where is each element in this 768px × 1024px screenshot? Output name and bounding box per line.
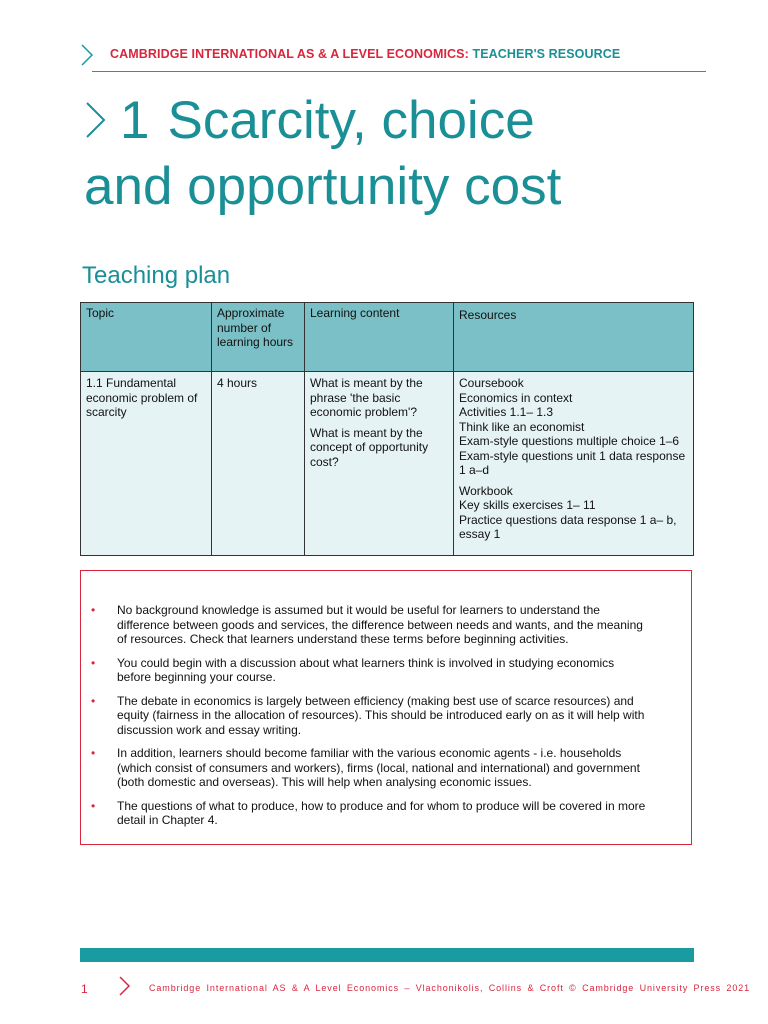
coursebook-resources — [459, 376, 688, 478]
header-resources: Resources — [454, 303, 694, 372]
footer-bar — [80, 948, 694, 962]
coursebook-item: Think like an economist — [459, 419, 585, 434]
list-item — [91, 603, 651, 647]
table-row — [81, 372, 694, 556]
footer-citation: Cambridge International AS & A Level Economics – Vlachonikolis, Collins & Croft © Cambridge University Press 2021 — [149, 983, 751, 993]
header-resource: TEACHER'S RESOURCE — [472, 47, 621, 61]
coursebook-item: Economics in context — [459, 390, 573, 405]
list-item — [91, 694, 651, 738]
chapter-title-line1: Scarcity, choice — [167, 91, 535, 150]
chapter-title — [84, 88, 561, 220]
note-text: The questions of what to produce, how to produce and for whom to produce will be covered in more detail in Chapter 4. — [117, 798, 646, 827]
workbook-item: Key skills exercises 1– 11 — [459, 498, 596, 512]
note-text: In addition, learners should become familiar with the various economic agents - i.e. households (which consist of consumers and workers), firms (local, national and international) and government (both domestic and overseas). This will help when analysing economic issues. — [117, 746, 640, 789]
running-header — [110, 47, 620, 61]
note-text: No background knowledge is assumed but it would be useful for learners to understand the difference between goods and services, the difference between needs and wants, and the meaning of resources. Check that learners understand these terms before beginning activities. — [117, 603, 643, 646]
bullet-icon: • — [91, 655, 96, 670]
bullet-icon: • — [91, 798, 96, 813]
header-learning-content: Learning content — [305, 303, 454, 372]
header-topic: Topic — [81, 303, 212, 372]
header-hours: Approximate number of learning hours — [212, 303, 305, 372]
list-item — [91, 656, 651, 685]
workbook-item: Practice questions data response 1 a– b, essay 1 — [459, 512, 677, 541]
coursebook-item: Exam-style questions multiple choice 1–6 — [459, 434, 680, 448]
bullet-icon: • — [91, 603, 96, 617]
teaching-plan-table — [80, 302, 694, 556]
chapter-number: 1 — [120, 91, 150, 150]
cell-hours: 4 hours — [212, 372, 305, 556]
coursebook-item: Activities 1.1– 1.3 — [459, 405, 554, 419]
chapter-title-line2: and opportunity cost — [84, 157, 562, 216]
note-text: The debate in economics is largely between efficiency (making best use of scarce resources) and equity (fairness in the allocation of resources). This should be introduced early on as it will help with discussion work and essay writing. — [117, 693, 645, 737]
header-rule — [92, 71, 706, 72]
table-header-row — [81, 303, 694, 372]
page-number: 1 — [81, 982, 88, 996]
footer-chevron-icon — [118, 975, 132, 997]
header-chevron-icon — [80, 43, 94, 67]
cell-topic: 1.1 Fundamental economic problem of scarcity — [81, 372, 212, 556]
list-item — [91, 799, 651, 828]
cell-resources — [454, 372, 694, 556]
content-question-1: What is meant by the phrase 'the basic economic problem'? — [310, 376, 423, 419]
list-item — [91, 746, 651, 790]
teaching-notes-box — [80, 570, 692, 845]
notes-list — [91, 603, 651, 828]
workbook-resources — [459, 484, 688, 542]
bullet-icon: • — [91, 746, 96, 760]
bullet-icon: • — [91, 693, 96, 708]
cell-learning-content — [305, 372, 454, 556]
header-series: CAMBRIDGE INTERNATIONAL AS & A LEVEL ECONOMICS: — [110, 47, 469, 61]
workbook-heading: Workbook — [459, 483, 513, 498]
note-text: You could begin with a discussion about what learners think is involved in studying economics before beginning your course. — [117, 655, 615, 684]
content-question-2: What is meant by the concept of opportunity cost? — [310, 425, 429, 469]
coursebook-item: Exam-style questions unit 1 data response 1 a–d — [459, 448, 686, 477]
coursebook-heading: Coursebook — [459, 376, 524, 390]
section-title: Teaching plan — [82, 262, 231, 289]
